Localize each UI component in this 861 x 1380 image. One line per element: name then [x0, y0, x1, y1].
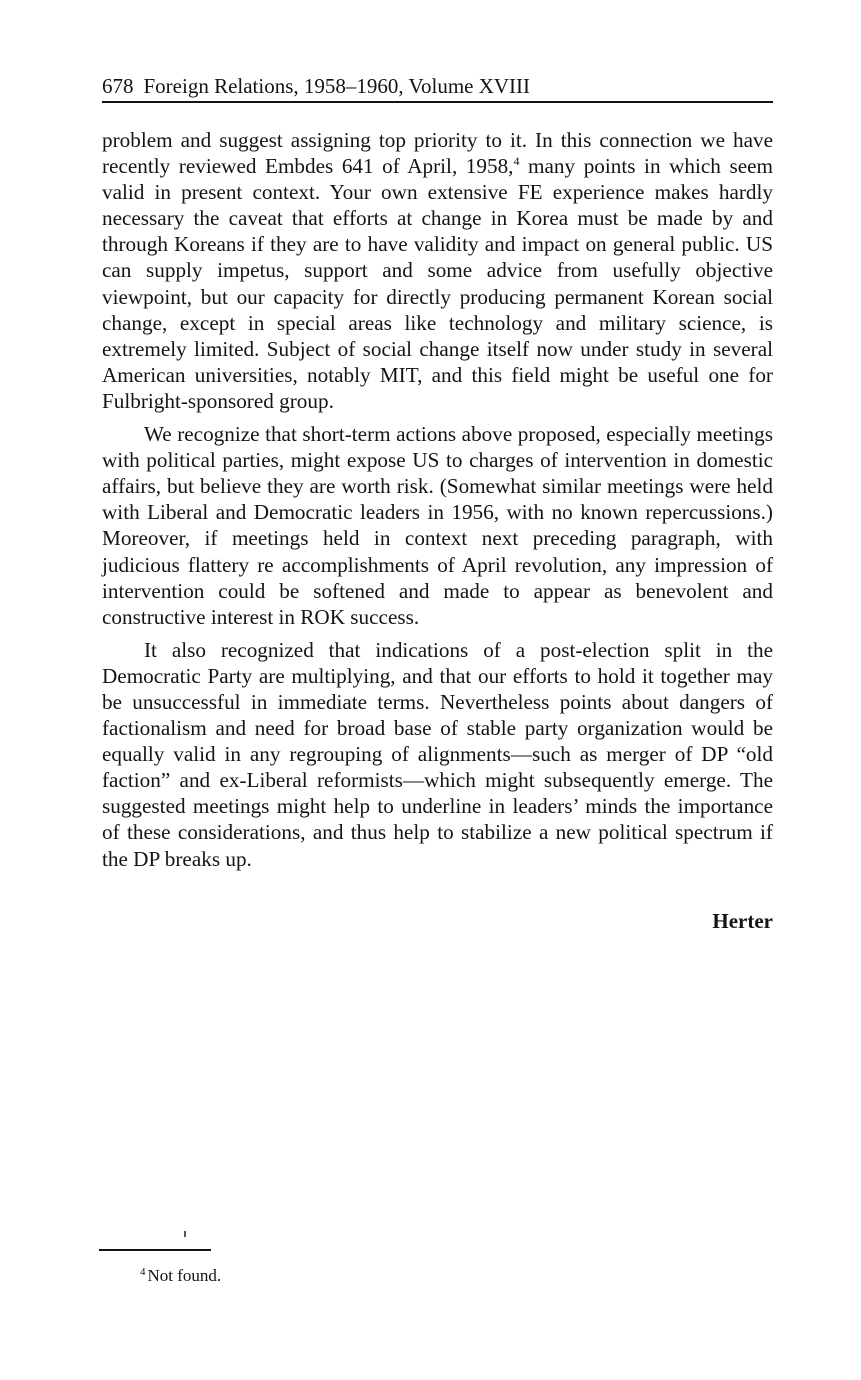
footnote-text: Not found.: [147, 1266, 222, 1285]
paragraph-3: It also recognized that indications of a post-election split in the Democratic Party are multiplying, and that our efforts to hold it together may be unsuccessful in immediate terms. Nevertheless points about dangers of factionalism and need for broad base of stable party organization would be equally valid in any regrouping of alignments—such as merger of DP “old faction” and ex-Liberal reformists—which might subsequently emerge. The suggested meetings might help to underline in leaders’ minds the importance of these considerations, and thus help to stabilize a new political spectrum if the DP breaks up.: [102, 637, 773, 871]
paragraph-2: We recognize that short-term actions above proposed, especially meetings with political parties, might expose US to charges of intervention in domestic affairs, but believe they are worth risk. (Somewhat similar meetings were held with Liberal and Democratic leaders in 1956, with no known repercussions.) Moreover, if meetings held in context next preceding paragraph, with judicious flattery re accomplishments of April revolution, any impression of intervention could be softened and made to appear as benevolent and constructive interest in ROK success.: [102, 422, 773, 629]
stray-mark: [184, 1231, 186, 1237]
footnote-reference[interactable]: 4: [513, 154, 520, 169]
paragraph-1-text-b: many points in which seem valid in present context. Your own extensive FE experience makes hardly necessary the caveat that efforts at change in Korea must be made by and through Koreans if they are to have validity and impact on general public. US can supply impetus, support and some advice from usefully objective viewpoint, but our capacity for directly producing permanent Korean social change, except in special areas like technology and military science, is extremely limited. Subject of social change itself now under study in several American universities, notably MIT, and this field might be useful one for Fulbright-sponsored group.: [102, 154, 773, 413]
header-rule: [102, 101, 773, 103]
signature: Herter: [712, 909, 773, 933]
paragraph-1-text-a: problem and suggest assigning top priority to it. In this connection we have recently reviewed Embdes 641 of April, 1958,: [102, 128, 773, 179]
body-text: [102, 127, 773, 879]
page-number: 678: [102, 74, 134, 98]
footnote-marker: 4: [140, 1266, 146, 1278]
paragraph-1: [102, 127, 773, 414]
footnote-rule: [99, 1249, 211, 1251]
running-head: [102, 72, 773, 100]
footnote: [140, 1264, 221, 1288]
volume-title: Foreign Relations, 1958–1960, Volume XVIII: [143, 74, 531, 98]
